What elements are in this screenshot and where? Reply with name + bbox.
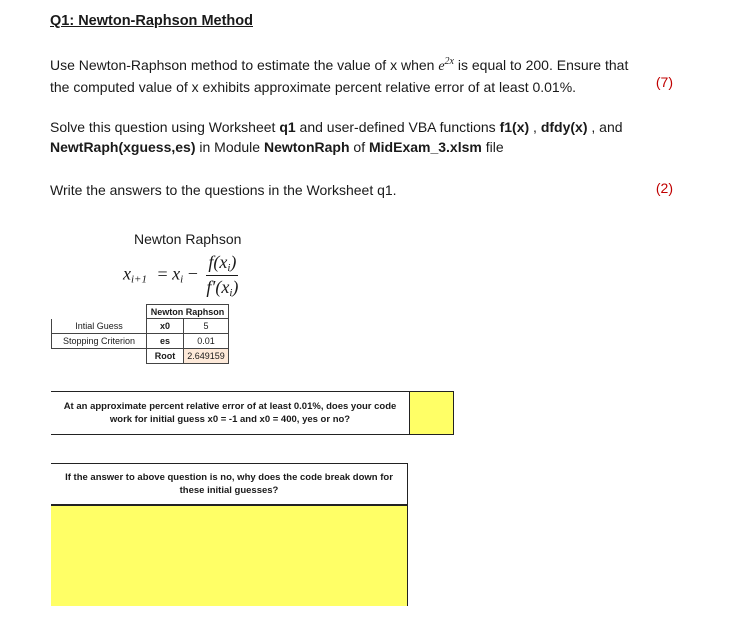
marks-7: (7) — [655, 74, 673, 90]
table-row-key: Root — [146, 349, 184, 364]
instruction-line-2: the computed value of x exhibits approximate percent relative error of at least 0.01%. — [50, 79, 577, 95]
instruction-line-1: Use Newton-Raphson method to estimate the value of x when $e^{2x}$ is equal to 200. Ensure that — [50, 56, 629, 74]
initial-guess-cell[interactable]: 5 — [184, 319, 229, 334]
table-row-label: Intial Guess — [51, 319, 146, 334]
question-2-text: If the answer to above question is no, why does the code break down for these initial guesses? — [51, 463, 408, 505]
stopping-criterion-cell[interactable]: 0.01 — [184, 334, 229, 349]
question-1-text: At an approximate percent relative error of at least 0.01%, does your code work for initial guess x0 = -1 and x0 = 400, yes or no? — [51, 391, 409, 435]
formula-fraction: $\frac{f(x_i)}{f'(x_i)}$ — [206, 252, 239, 299]
answer-2-input[interactable] — [51, 505, 408, 606]
root-cell[interactable]: 2.649159 — [184, 349, 229, 364]
answers-instruction: Write the answers to the questions in the Worksheet q1. — [50, 182, 397, 198]
question-title: Q1: Newton-Raphson Method — [50, 13, 253, 29]
newton-raphson-label: Newton Raphson — [134, 231, 242, 247]
newton-raphson-formula: $x_{i+1} = x_i$ − $\frac{f(x_i)}{f'(x_i)}$ — [123, 252, 239, 299]
spreadsheet-table — [51, 304, 231, 366]
table-row-label: Stopping Criterion — [51, 334, 146, 349]
instruction-paragraph — [50, 52, 670, 97]
worksheet-paragraph: Solve this question using Worksheet q1 and user-defined VBA functions f1(x) , dfdy(x) , and NewtRaph(xguess,es) in Module NewtonRaph of MidExam_3.xlsm file — [50, 119, 623, 155]
table-row-key: es — [146, 334, 184, 349]
table-row-key: x0 — [146, 319, 184, 334]
answer-1-input[interactable] — [409, 391, 454, 435]
table-header: Newton Raphson — [146, 304, 229, 319]
marks-2: (2) — [655, 180, 673, 196]
exponent-expression: $e^{2x}$ — [438, 56, 454, 74]
